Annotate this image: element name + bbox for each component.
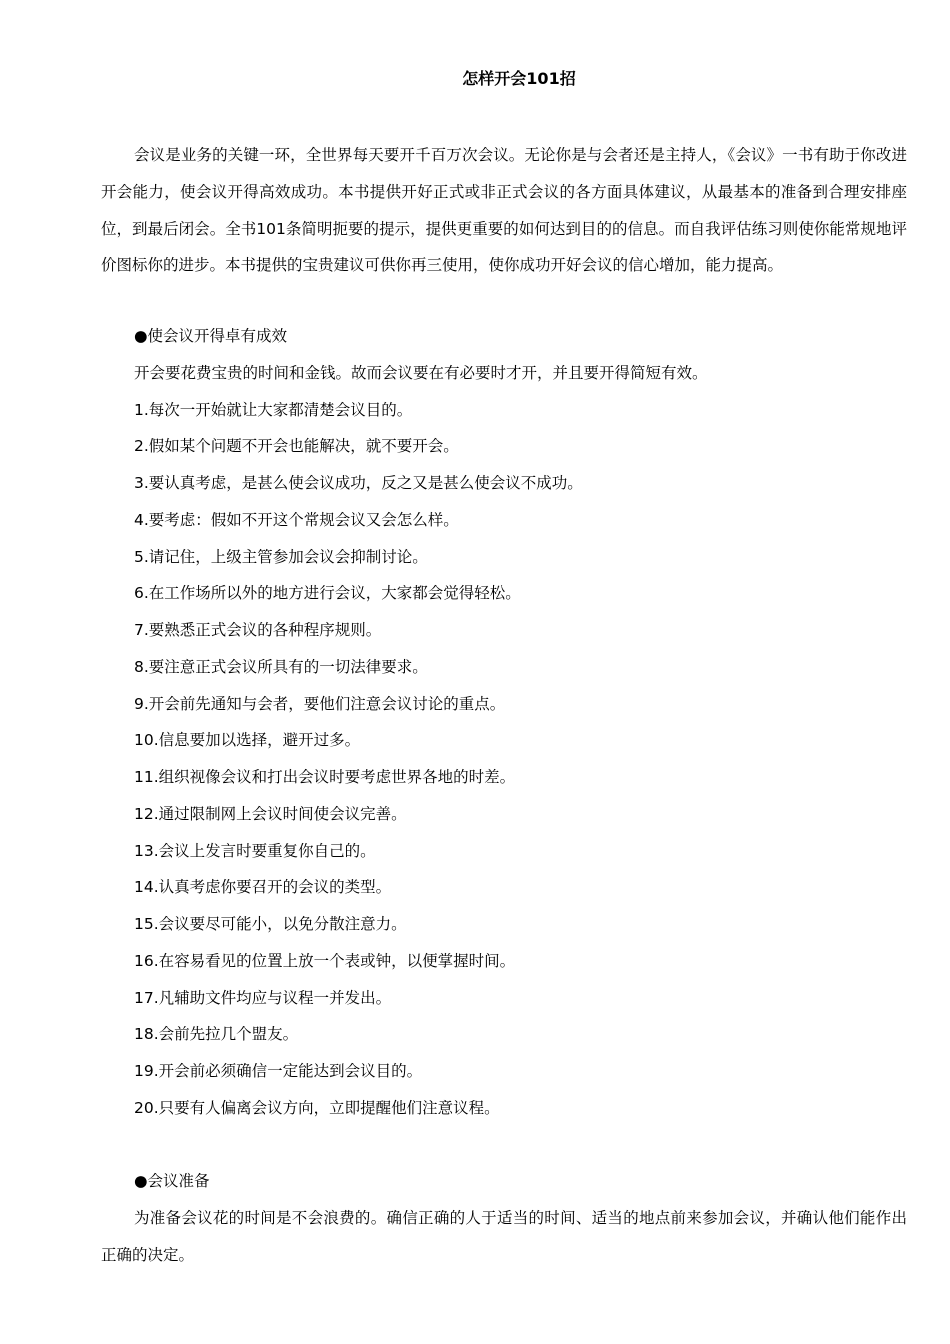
list-item: 13.会议上发言时要重复你自己的。	[134, 842, 376, 860]
list-item: 1.每次一开始就让大家都清楚会议目的。	[134, 401, 413, 419]
list-item: 11.组织视像会议和打出会议时要考虑世界各地的时差。	[134, 768, 516, 786]
list-item: 2.假如某个问题不开会也能解决，就不要开会。	[134, 437, 459, 455]
page-title: 怎样开会101招	[462, 69, 576, 88]
list-item: 19.开会前必须确信一定能达到会议目的。	[134, 1062, 423, 1080]
list-item: 7.要熟悉正式会议的各种程序规则。	[134, 621, 382, 639]
list-item: 5.请记住，上级主管参加会议会抑制讨论。	[134, 548, 428, 566]
list-item: 4.要考虑：假如不开这个常规会议又会怎么样。	[134, 511, 459, 529]
list-item: 18.会前先拉几个盟友。	[134, 1025, 299, 1043]
list-item: 8.要注意正式会议所具有的一切法律要求。	[134, 658, 428, 676]
list-item: 6.在工作场所以外的地方进行会议，大家都会觉得轻松。	[134, 584, 521, 602]
list-item: 10.信息要加以选择，避开过多。	[134, 731, 361, 749]
list-item: 15.会议要尽可能小，以免分散注意力。	[134, 915, 407, 933]
list-item: 9.开会前先通知与会者，要他们注意会议讨论的重点。	[134, 695, 506, 713]
list-item: 20.只要有人偏离会议方向，立即提醒他们注意议程。	[134, 1099, 500, 1117]
list-item: 14.认真考虑你要召开的会议的类型。	[134, 878, 392, 896]
section-lead-effective: 开会要花费宝贵的时间和金钱。故而会议要在有必要时才开，并且要开得简短有效。	[134, 364, 708, 382]
section-heading-effective: ●使会议开得卓有成效	[134, 327, 288, 345]
list-item: 3.要认真考虑，是甚么使会议成功，反之又是甚么使会议不成功。	[134, 474, 583, 492]
list-item: 16.在容易看见的位置上放一个表或钟，以便掌握时间。	[134, 952, 516, 970]
intro-paragraph: 会议是业务的关键一环，全世界每天要开千百万次会议。无论你是与会者还是主持人，《会议》一书有助于你改进开会能力，使会议开得高效成功。本书提供开好正式或非正式会议的各方面具体建议，从最基本的准备到合理安排座位，到最后闭会。全书101条简明扼要的提示，提供更重要的如何达到目的的信息。而自我评估练习则使你能常规地评价图标你的进步。本书提供的宝贵建议可供你再三使用，使你成功开好会议的信心增加，能力提高。	[101, 146, 907, 275]
section-heading-preparation: ●会议准备	[134, 1172, 210, 1190]
list-item: 17.凡辅助文件均应与议程一并发出。	[134, 989, 392, 1007]
list-item: 12.通过限制网上会议时间使会议完善。	[134, 805, 407, 823]
section-lead-preparation: 为准备会议花的时间是不会浪费的。确信正确的人于适当的时间、适当的地点前来参加会议，并确认他们能作出正确的决定。	[101, 1209, 907, 1264]
